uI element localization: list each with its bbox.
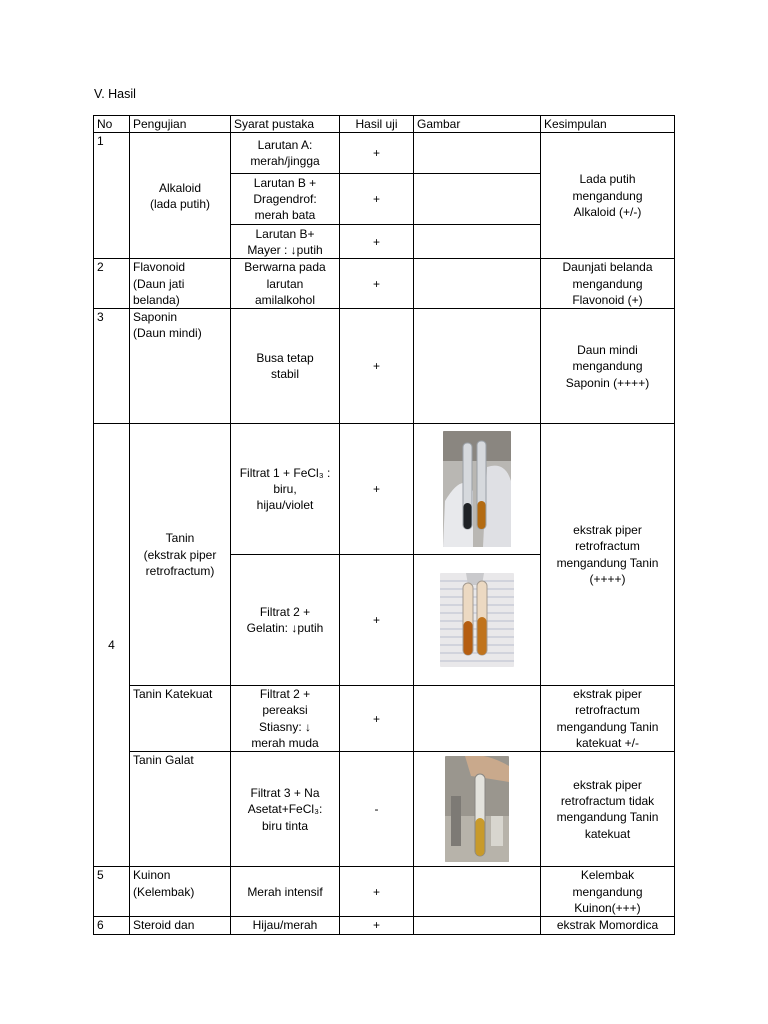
requirement: Larutan A: merah/jingga bbox=[231, 133, 340, 174]
header-gambar: Gambar bbox=[414, 116, 541, 133]
result: + bbox=[340, 917, 414, 934]
test-name: Saponin (Daun mindi) bbox=[130, 309, 231, 424]
section-title: V. Hasil bbox=[94, 87, 136, 101]
test-tube-photo bbox=[440, 573, 514, 667]
row-number: 1 bbox=[94, 133, 130, 259]
row-number: 2 bbox=[94, 259, 130, 309]
conclusion: Kelembak mengandung Kuinon(+++) bbox=[541, 867, 675, 917]
table-header-row bbox=[94, 116, 675, 133]
row-number: 5 bbox=[94, 867, 130, 917]
requirement: Filtrat 2 + Gelatin: ↓putih bbox=[231, 555, 340, 686]
requirement: Larutan B+ Mayer : ↓putih bbox=[231, 225, 340, 259]
test-name: Tanin (ekstrak piper retrofractum) bbox=[130, 424, 231, 686]
test-tube-photo bbox=[445, 756, 509, 862]
test-name: Alkaloid (lada putih) bbox=[130, 133, 231, 259]
image-cell bbox=[414, 752, 541, 867]
image-cell bbox=[414, 867, 541, 917]
requirement: Berwarna pada larutan amilalkohol bbox=[231, 259, 340, 309]
result: - bbox=[340, 752, 414, 867]
header-hasil-uji: Hasil uji bbox=[340, 116, 414, 133]
table-row bbox=[94, 309, 675, 424]
conclusion: ekstrak piper retrofractum tidak mengandung Tanin katekuat bbox=[541, 752, 675, 867]
image-cell bbox=[414, 309, 541, 424]
table-row bbox=[94, 917, 675, 934]
requirement: Filtrat 3 + Na Asetat+FeCl₃: biru tinta bbox=[231, 752, 340, 867]
result: + bbox=[340, 867, 414, 917]
image-cell bbox=[414, 686, 541, 752]
requirement: Merah intensif bbox=[231, 867, 340, 917]
header-syarat-pustaka: Syarat pustaka bbox=[231, 116, 340, 133]
image-cell bbox=[414, 917, 541, 934]
result: + bbox=[340, 174, 414, 225]
image-cell bbox=[414, 555, 541, 686]
result: + bbox=[340, 309, 414, 424]
header-kesimpulan: Kesimpulan bbox=[541, 116, 675, 133]
result: + bbox=[340, 133, 414, 174]
conclusion: ekstrak Momordica bbox=[541, 917, 675, 934]
image-cell bbox=[414, 174, 541, 225]
header-no: No bbox=[94, 116, 130, 133]
conclusion: Daun mindi mengandung Saponin (++++) bbox=[541, 309, 675, 424]
results-table bbox=[93, 115, 675, 935]
conclusion: ekstrak piper retrofractum mengandung Tanin (++++) bbox=[541, 424, 675, 686]
table-row bbox=[94, 259, 675, 309]
table-row bbox=[94, 686, 675, 752]
image-cell bbox=[414, 259, 541, 309]
conclusion: Lada putih mengandung Alkaloid (+/-) bbox=[541, 133, 675, 259]
conclusion: ekstrak piper retrofractum mengandung Tanin katekuat +/- bbox=[541, 686, 675, 752]
row-number: 4 bbox=[94, 424, 130, 867]
requirement: Larutan B + Dragendrof: merah bata bbox=[231, 174, 340, 225]
result: + bbox=[340, 259, 414, 309]
conclusion: Daunjati belanda mengandung Flavonoid (+) bbox=[541, 259, 675, 309]
row-number: 6 bbox=[94, 917, 130, 934]
table-row bbox=[94, 424, 675, 555]
requirement: Filtrat 1 + FeCl₃ : biru, hijau/violet bbox=[231, 424, 340, 555]
test-name: Tanin Galat bbox=[130, 752, 231, 867]
table-row bbox=[94, 752, 675, 867]
requirement: Hijau/merah bbox=[231, 917, 340, 934]
result: + bbox=[340, 686, 414, 752]
test-name: Tanin Katekuat bbox=[130, 686, 231, 752]
row-number: 3 bbox=[94, 309, 130, 424]
image-cell bbox=[414, 424, 541, 555]
table-row bbox=[94, 867, 675, 917]
result: + bbox=[340, 555, 414, 686]
test-name: Kuinon (Kelembak) bbox=[130, 867, 231, 917]
result: + bbox=[340, 225, 414, 259]
requirement: Busa tetap stabil bbox=[231, 309, 340, 424]
test-tube-photo bbox=[443, 431, 511, 547]
test-name: Steroid dan bbox=[130, 917, 231, 934]
result: + bbox=[340, 424, 414, 555]
requirement: Filtrat 2 + pereaksi Stiasny: ↓ merah muda bbox=[231, 686, 340, 752]
header-pengujian: Pengujian bbox=[130, 116, 231, 133]
test-name: Flavonoid (Daun jati belanda) bbox=[130, 259, 231, 309]
table-row bbox=[94, 133, 675, 174]
image-cell bbox=[414, 133, 541, 174]
image-cell bbox=[414, 225, 541, 259]
